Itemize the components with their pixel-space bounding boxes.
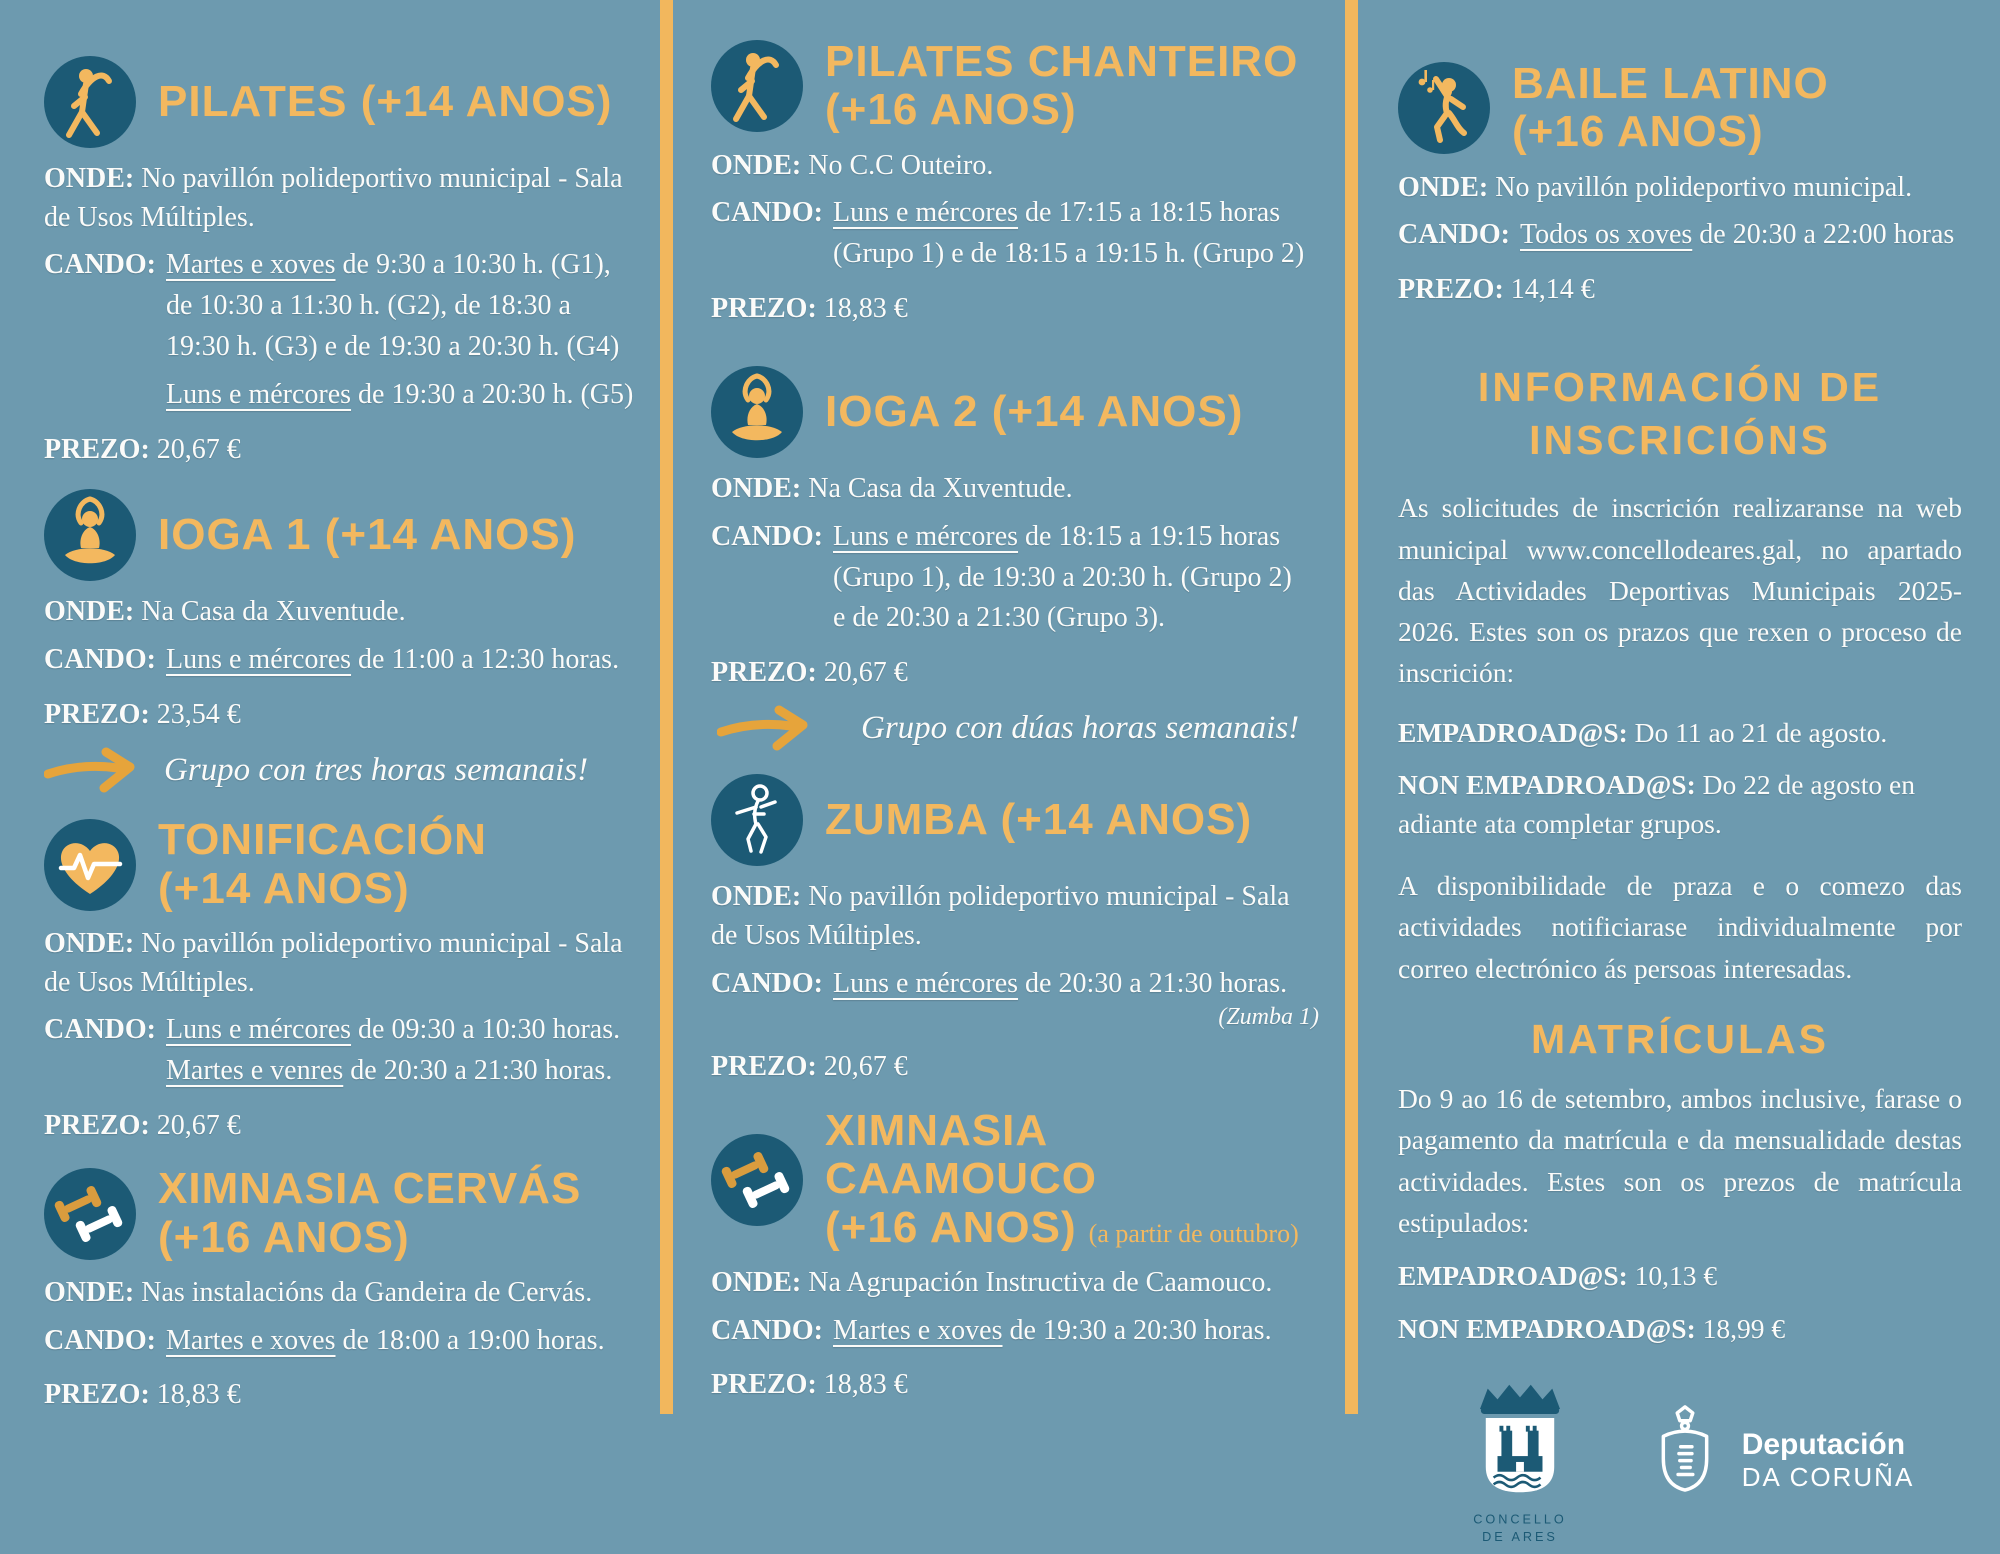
cando-row: CANDO: Luns e mércores de 11:00 a 12:30 horas. bbox=[44, 644, 620, 675]
activity-title: IOGA 2 (+14 ANOS) bbox=[825, 387, 1244, 437]
dumbbells-icon bbox=[711, 1134, 803, 1226]
onde-row: ONDE: No C.C Outeiro. bbox=[711, 149, 994, 181]
activity-zumba bbox=[711, 774, 1319, 1087]
activity-ioga2 bbox=[711, 366, 1319, 754]
onde-row: ONDE: Na Agrupación Instructiva de Caamouco. bbox=[711, 1267, 1273, 1299]
cando-row: CANDO: Luns e mércores de 18:15 a 19:15 horas (Grupo 1), de 19:30 a 20:30 h. (Grupo 2) e de 20:30 a 21:30 (Grupo 3). bbox=[711, 520, 1292, 634]
deputacion-logo-text-1: Deputación bbox=[1741, 1427, 1906, 1461]
arrow-icon bbox=[44, 744, 148, 796]
activity-ioga1-header bbox=[44, 489, 634, 581]
activity-baile-latino-header: BAILE LATINO (+16 ANOS) bbox=[1398, 60, 1962, 157]
cando-row: CANDO: Luns e mércores de 17:15 a 18:15 horas (Grupo 1) e de 18:15 a 19:15 h. (Grupo 2) bbox=[711, 197, 1305, 270]
dumbbells-icon bbox=[44, 1168, 136, 1260]
activity-pilates-header bbox=[44, 56, 634, 148]
info-paragraph: A disponibilidade de praza e o comezo das actividades notificiarase individualmente por correo electrónico ás persoas interesadas. bbox=[1398, 870, 1962, 984]
activity-baile-latino bbox=[1398, 60, 1962, 319]
zumba-dancer-icon bbox=[711, 774, 803, 866]
onde-row: ONDE: Nas instalacións da Gandeira de Cervás. bbox=[44, 1276, 593, 1308]
cando-sub-note: (Zumba 1) bbox=[1218, 1004, 1319, 1031]
matriculas-paragraph: Do 9 ao 16 de setembro, ambos inclusive, farase o pagamento da matrícula e da mensualidade destas actividades. Estes son os prezos de matrícula estipulados: bbox=[1398, 1083, 1962, 1238]
cando-row: CANDO: Todos os xoves de 20:30 a 22:00 horas bbox=[1398, 219, 1955, 251]
prezo-row: PREZO: 20,67 € bbox=[711, 1051, 908, 1083]
pilates-icon bbox=[44, 56, 136, 148]
deputacion-logo-text-2: DA CORUÑA bbox=[1741, 1461, 1915, 1492]
yoga-icon bbox=[711, 366, 803, 458]
divider-right bbox=[1345, 0, 1358, 1414]
concello-de-ares-logo bbox=[1446, 1372, 1594, 1548]
prezo-row: PREZO: 20,67 € bbox=[44, 433, 241, 465]
prezo-row: PREZO: 18,83 € bbox=[711, 1369, 908, 1401]
activity-title: TONIFICACIÓN bbox=[158, 815, 487, 865]
activity-title: XIMNASIA CAAMOUCO bbox=[825, 1106, 1097, 1204]
activity-pilates-chanteiro-header: PILATES CHANTEIRO (+16 ANOS) bbox=[711, 38, 1319, 135]
activity-pilates-chanteiro bbox=[711, 38, 1319, 328]
onde-row: ONDE: No pavillón polideportivo municipal - Sala de Usos Múltiples. bbox=[44, 928, 623, 998]
activity-pilates bbox=[44, 56, 634, 469]
info-section-title: INFORMACIÓN DE INSCRICIÓNS bbox=[1477, 363, 1883, 463]
info-paragraph: As solicitudes de inscrición realizaranse na web municipal www.concellodeares.gal, no apartado das Actividades Deportivas Municipais 2025-2026. Estes son os prazos que rexen o proceso de inscrición: bbox=[1398, 492, 1962, 689]
activity-ximnasia-caamouco-header: XIMNASIA CAAMOUCO (+16 ANOS) (a partir de outubro) bbox=[711, 1107, 1319, 1252]
activity-tonificacion bbox=[44, 816, 634, 1145]
activity-title: IOGA 1 (+14 ANOS) bbox=[158, 510, 577, 560]
activity-ximnasia-cervas bbox=[44, 1165, 634, 1415]
onde-row: ONDE: No pavillón polideportivo municipal. bbox=[1398, 171, 1913, 203]
activity-ximnasia-cervas-header: XIMNASIA CERVÁS (+16 ANOS) bbox=[44, 1165, 634, 1262]
activity-title-suffix: (a partir de outubro) bbox=[1088, 1218, 1299, 1248]
highlight-note bbox=[717, 702, 1319, 754]
highlight-note bbox=[44, 744, 634, 796]
concello-logo-text-2: DE ARES bbox=[1481, 1529, 1558, 1545]
info-item-empadroados: EMPADROAD@S: Do 11 ao 21 de agosto. bbox=[1398, 716, 1888, 748]
onde-row: ONDE: No pavillón polideportivo municipal - Sala de Usos Múltiples. bbox=[711, 881, 1290, 952]
pilates-icon bbox=[711, 40, 803, 132]
latin-dancer-icon bbox=[1398, 62, 1490, 154]
deputacion-da-coruna-logo bbox=[1646, 1396, 1915, 1525]
activity-title: XIMNASIA CERVÁS bbox=[158, 1164, 582, 1214]
cando-row: CANDO: Luns e mércores de 09:30 a 10:30 horas. Martes e venres de 20:30 a 21:30 horas. bbox=[44, 1014, 621, 1086]
cando-row: CANDO: Martes e xoves de 18:00 a 19:00 horas. bbox=[44, 1324, 605, 1356]
activity-title: ZUMBA (+14 ANOS) bbox=[825, 795, 1253, 845]
yoga-icon bbox=[44, 489, 136, 581]
column-2 bbox=[673, 0, 1345, 1414]
onde-row: ONDE: Na Casa da Xuventude. bbox=[711, 473, 1073, 505]
cando-row: CANDO: Martes e xoves de 19:30 a 20:30 horas. bbox=[711, 1314, 1272, 1346]
activity-title: BAILE LATINO bbox=[1512, 59, 1829, 108]
info-item-non-empadroados: NON EMPADROAD@S: Do 22 de agosto en adiante ata completar grupos. bbox=[1398, 769, 1915, 839]
activity-zumba-header bbox=[711, 774, 1319, 866]
prezo-row: PREZO: 20,67 € bbox=[711, 656, 908, 688]
column-1 bbox=[0, 0, 660, 1414]
onde-row: ONDE: No pavillón polideportivo municipal - Sala de Usos Múltiples. bbox=[44, 163, 623, 233]
prezo-row: PREZO: 20,67 € bbox=[44, 1109, 241, 1141]
matricula-item-empadroados: EMPADROAD@S: 10,13 € bbox=[1398, 1260, 1718, 1292]
prezo-row: PREZO: 23,54 € bbox=[44, 698, 241, 730]
heart-pulse-icon bbox=[44, 819, 136, 911]
activity-tonificacion-header: TONIFICACIÓN (+14 ANOS) bbox=[44, 816, 634, 913]
divider-left bbox=[660, 0, 673, 1414]
activity-ioga1 bbox=[44, 489, 634, 796]
note-text: Grupo con tres horas semanais! bbox=[164, 751, 589, 788]
prezo-row: PREZO: 18,83 € bbox=[711, 292, 908, 324]
note-text: Grupo con dúas horas semanais! bbox=[861, 709, 1300, 746]
matricula-item-non-empadroados: NON EMPADROAD@S: 18,99 € bbox=[1398, 1312, 1786, 1344]
column-3 bbox=[1358, 0, 2000, 1545]
footer-logos bbox=[1398, 1362, 1962, 1554]
onde-row: ONDE: Na Casa da Xuventude. bbox=[44, 596, 406, 628]
activity-ximnasia-caamouco bbox=[711, 1107, 1319, 1405]
deputacion-shield-icon bbox=[1646, 1396, 1724, 1525]
prezo-row: PREZO: 14,14 € bbox=[1398, 274, 1595, 306]
activity-title: PILATES CHANTEIRO bbox=[825, 37, 1299, 86]
cando-row: CANDO: Martes e xoves de 9:30 a 10:30 h. (G1), de 10:30 a 11:30 h. (G2), de 18:30 a 19:30 h. (G3) e de 19:30 a 20:30 h. (G4) Luns e mércores de 19:30 a 20:30 h. (G5) bbox=[44, 249, 634, 411]
activity-title: PILATES (+14 ANOS) bbox=[158, 76, 613, 126]
arrow-icon bbox=[717, 702, 821, 754]
concello-logo-text-1: CONCELLO bbox=[1473, 1511, 1567, 1527]
activity-ioga2-header bbox=[711, 366, 1319, 458]
cando-row: CANDO: Luns e mércores de 20:30 a 21:30 horas. (Zumba 1) bbox=[711, 965, 1319, 1035]
prezo-row: PREZO: 18,83 € bbox=[44, 1379, 241, 1411]
matriculas-section-title: MATRÍCULAS bbox=[1531, 1015, 1829, 1062]
